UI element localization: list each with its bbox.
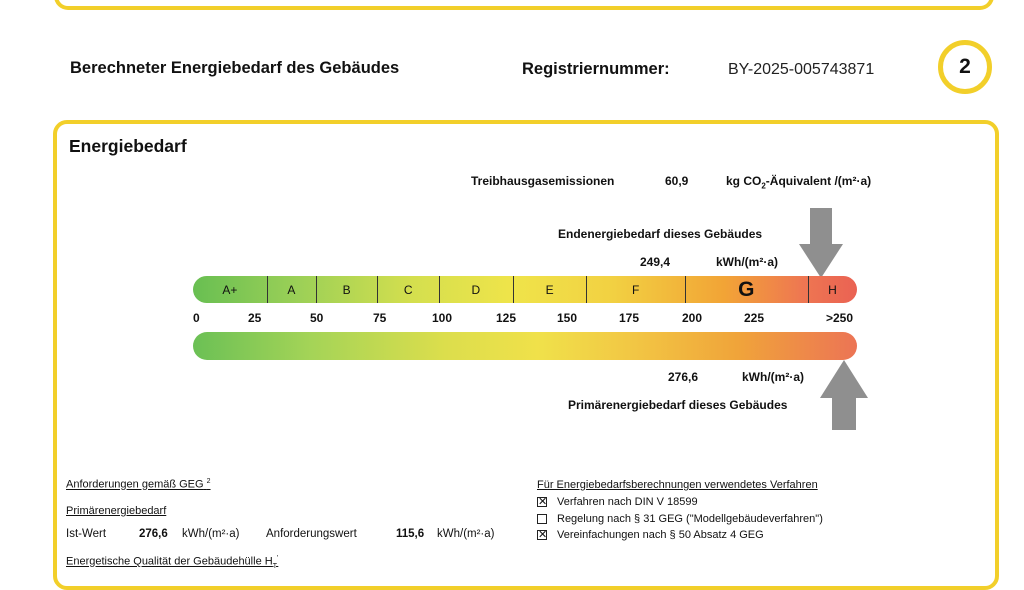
class-separator [316,276,317,303]
scale-tick-label: 200 [682,311,703,325]
energy-class-d: D [471,282,481,297]
class-separator [267,276,268,303]
requirement-value: 115,6 [396,528,425,540]
scale-tick-label: >250 [826,311,854,325]
end-energy-value: 249,4 [640,255,671,269]
requirements-heading: Anforderungen gemäß GEG $^2$ [66,478,211,491]
scale-tick-label: 100 [432,311,453,325]
energy-class-f: F [631,282,640,297]
energy-class-h: H [828,282,837,297]
envelope-quality-heading: Energetische Qualität der Gebäudehülle $H_T'$ [66,555,279,570]
emissions-unit: kg $CO_2$-Äquivalent /(m²·a) [726,174,872,191]
requirement-label: Anforderungswert [266,528,357,540]
primary-energy-heading: Primärenergiebedarf [66,505,167,517]
primary-energy-unit: kWh/(m²·a) [742,370,804,384]
class-separator [513,276,514,303]
energy-class-e: E [545,282,554,297]
scale-tick-label: 75 [373,311,387,325]
emissions-label: Treibhausgasemissionen [471,174,615,188]
method-heading: Für Energiebedarfsberechnungen verwendetes Verfahren [537,479,818,491]
end-energy-label: Endenergiebedarf dieses Gebäudes [558,227,763,241]
end-energy-arrow-icon [799,208,843,278]
emissions-value: 60,9 [665,174,689,188]
scale-tick-label: 50 [310,311,324,325]
registration-label: Registriernummer: [522,60,670,78]
previous-section-border [54,0,994,10]
primary-energy-value: 276,6 [668,370,699,384]
scale-tick-label: 125 [496,311,517,325]
method-checkbox[interactable]: ✕ [538,496,548,508]
primary-energy-label: Primärenergiebedarf dieses Gebäudes [568,398,788,412]
page-title: Berechneter Energiebedarf des Gebäudes [70,59,400,77]
registration-number: BY-2025-005743871 [728,61,875,78]
primary-energy-scale [193,332,857,360]
scale-tick-label: 25 [248,311,262,325]
energy-class-b: B [342,282,351,297]
ist-label: Ist-Wert [66,528,107,540]
section-title: Energiebedarf [69,136,187,156]
class-separator [685,276,686,303]
class-separator [439,276,440,303]
energy-class-a-plus: A+ [222,282,238,297]
energy-efficiency-scale [193,276,857,303]
scale-tick-label: 150 [557,311,578,325]
primary-energy-arrow-icon [820,360,868,430]
ist-unit: kWh/(m²·a) [182,528,240,540]
energy-class-a: A [287,282,296,297]
page-number: 2 [959,55,971,78]
ist-value: 276,6 [139,528,168,540]
energy-class-c: C [403,282,413,297]
method-option-label: Regelung nach § 31 GEG ("Modellgebäudeverfahren") [557,512,823,525]
page-number-badge [938,40,992,94]
scale-tick-label: 175 [619,311,640,325]
end-energy-unit: kWh/(m²·a) [716,255,778,269]
class-separator [377,276,378,303]
method-checkbox[interactable]: ✕ [538,529,548,541]
method-option-label: Verfahren nach DIN V 18599 [557,496,698,508]
requirement-unit: kWh/(m²·a) [437,528,495,540]
class-separator [808,276,809,303]
method-checkbox[interactable] [537,514,547,524]
energy-class-g: G [738,277,755,301]
scale-tick-label: 225 [744,311,765,325]
scale-tick-label: 0 [193,311,200,325]
class-separator [586,276,587,303]
method-option-label: Vereinfachungen nach § 50 Absatz 4 GEG [557,529,764,541]
